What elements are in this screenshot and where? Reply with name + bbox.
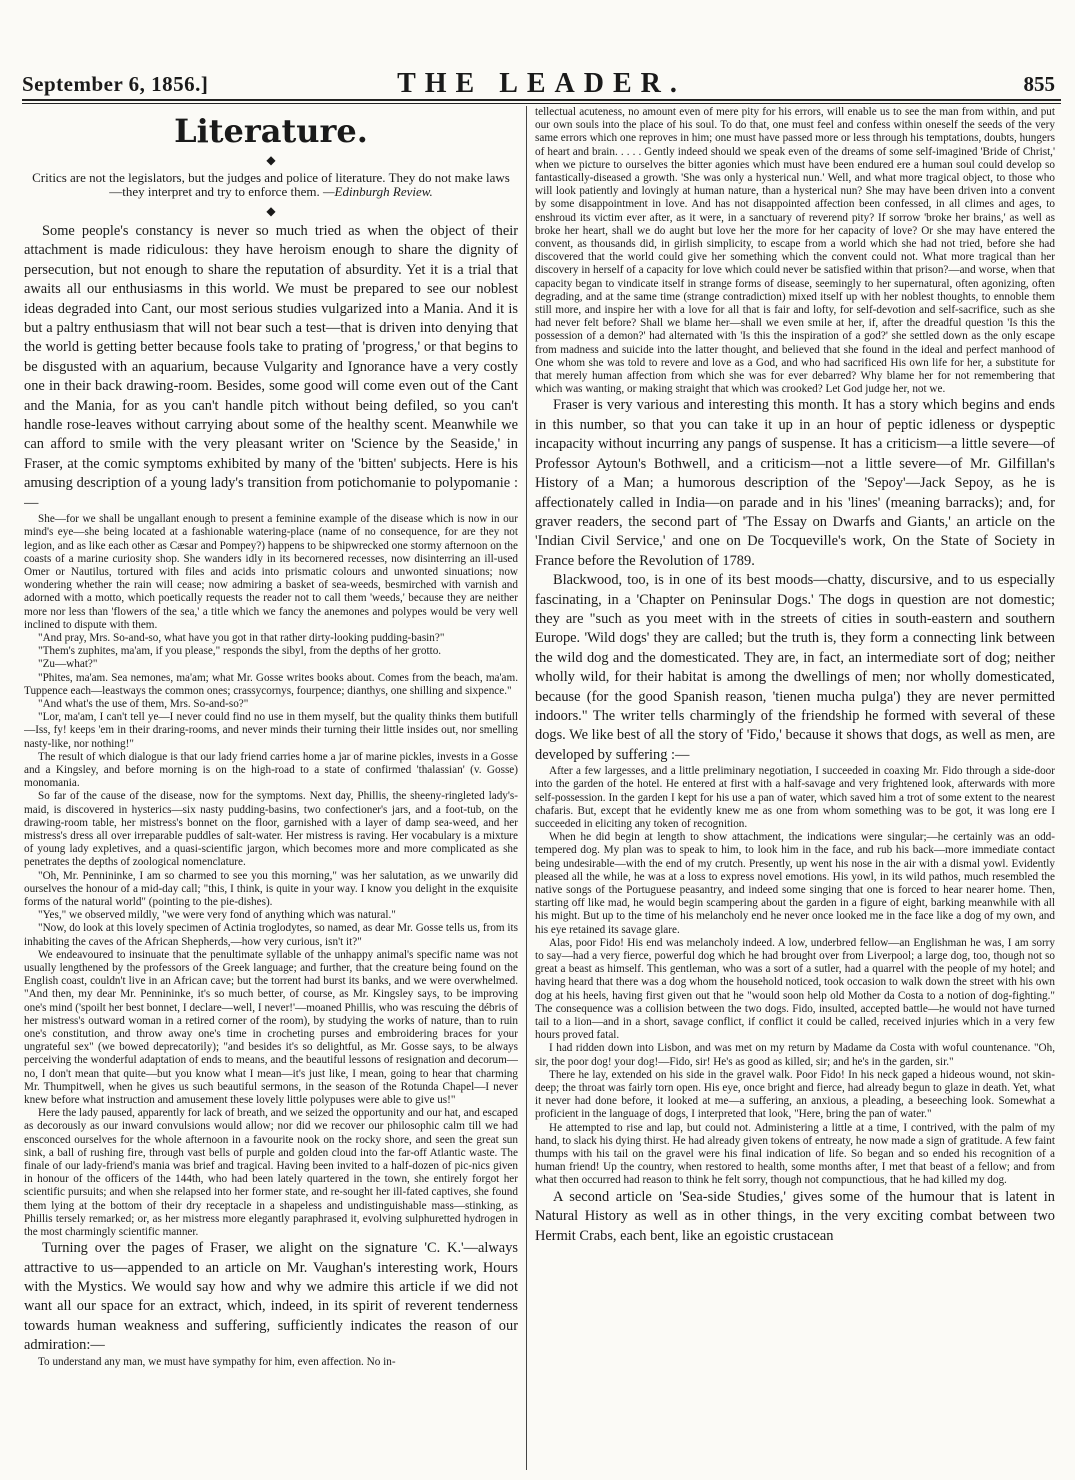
quoted-extract-paragraph: "And what's the use of them, Mrs. So-and-so?"	[38, 697, 249, 710]
quoted-extract-paragraph: "Zu—what?"	[38, 658, 98, 671]
quoted-extract-paragraph: We endeavoured to insinuate that the penultimate syllable of the unhappy animal's specific name was not usually lengthened by the professors of the Greek language; and further, that the creature being found on the English coast, couldn't live in an African cave; but the torrent had burst its banks, and we were overwhelmed. "And then, my dear Mr. Pennininke, it's so much better, of course, as Mr. Kingsley says, to be improving one's mind ('spoilt her best bonnet, I declare—well, I never!'—moaned Phillis, who was rescuing the débris of her mistress's outward woman in a retired corner of the room), by studying the works of nature, than to ruin one's constitution, and throw away one's time in crocheting purses and embroidering braces for your ungrateful sex" (we bowed deprecatorily); "and besides it's so delightful, as Mr. Gosse says, to be always perceiving the wonderful adaptation of ends to means, and the beautiful lessons of resignation and decorum—no, I don't mean that quite—but you know what I mean—it's just like, I mean, going to hear that charming Mr. Thumpitwell, when he gives us such beautiful sermons, in the season of the Rotunda Chapel—I never knew before what instruction and amusement these lovely little polypuses were able to give us!"	[24, 948, 518, 1107]
quoted-extract-paragraph: "Oh, Mr. Pennininke, I am so charmed to see you this morning," was her salutation, as we unwarily did ourselves the honour of a mid-day call; "this, I think, is quite in your way. I know you delight in the exquisite forms of the natural world" (pointing to the pie-dishes).	[24, 869, 518, 908]
masthead	[22, 60, 1061, 98]
issue-date: September 6, 1856.]	[22, 72, 209, 96]
quoted-extract-paragraph: I had ridden down into Lisbon, and was met on my return by Madame da Costa with woful countenance. "Oh, sir, the poor dog! your dog!—Fido, sir! He's as good as killed, sir; and he's in the garden, sir."	[535, 1042, 1055, 1068]
newspaper-title: THE LEADER.	[397, 68, 686, 99]
quoted-extract-paragraph: The result of which dialogue is that our lady friend carries home a jar of marine pickles, invests in a Gosse and a Kingsley, and before morning is on the high-road to a state of confirmed 'thalassian' (v. Gosse) monomania.	[24, 750, 518, 790]
right-column-body	[535, 106, 1055, 1246]
page-number: 855	[1023, 72, 1055, 96]
epigraph-text: Critics are not the legislators, but the judges and police of literature. They do not make laws—they interpret and try to enforce them.	[32, 170, 510, 199]
quoted-extract-paragraph: To understand any man, we must have sympathy for him, even affection. No in-	[38, 1355, 396, 1368]
quoted-extract-paragraph: She—for we shall be ungallant enough to present a feminine example of the disease which is now in our mind's eye—she being located at a fashionable watering-place (name of no consequence, for are they not legion, and as like each other as Cæsar and Pompey?) happens to be shipwrecked one stormy afternoon on the coasts of a marine curiosity shop. She wanders idly in its becornered recesses, now disinterring an ill-used Omer or Nautilus, tortured with files and acids into prismatic colours and unwonted sinuations; now wondering whether the rain will cease; now admiring a basket of sea-weeds, besmirched with varnish and adorned with a motto, which poetically requests the reader not to call them 'weeds,' because they are neither more nor less than 'flowers of the sea,' a title which we fancy the anemones and polypes would be very well inclined to dispute with them.	[24, 513, 518, 631]
left-column	[24, 106, 518, 1470]
body-paragraph: Blackwood, too, is in one of its best moods—chatty, discursive, and to us especially fascinating, in a 'Chapter on Peninsular Dogs.' The dogs in question are not domestic; they are "such as you meet with in the streets of cities in south-eastern and southern Europe. 'Wild dogs' they are called; but the truth is, they form a connecting link between the wild dog and the domesticated. They are, in fact, an intermediate sort of dog; neither wholly wild, for their habitat is among the dwellings of men; nor wholly domesticated, because (for the good Spanish reason, 'tienen mucha pulga') they are never permitted indoors." The writer tells charmingly of the friendship he formed with several of these dogs. We like best of all the story of 'Fido,' because it shows that dogs, as well as men, are developed by suffering :—	[535, 572, 1055, 763]
ornament-bottom: ◆	[266, 204, 276, 218]
quoted-extract-paragraph: tellectual acuteness, no amount even of mere pity for his errors, will enable us to see the man from within, and put our own souls into the place of his soul. To do that, one must feel and confess within oneself the seeds of the very same errors which one reproves in him; one must have passed more or less through his temptations, doubts, hungers of heart and brain. . . . . Gently indeed should we speak even of the dreams of some self-imagined 'Bride of Christ,' when we picture to ourselves the bitter agonies which must have been endured ere a human soul could develop so fantastically-diseased a growth. 'She was only a hysterical nun.' Well, and what more tragical object, to those who will look patiently and lovingly at human nature, than a hysterical nun? She may have been driven into a convent by some disappointment in love. And has not disappointed affection been confessed, in all climes and ages, to enshroud its victim ever after, as it were, in a sanctuary of reverend pity? If sorrow 'broke her brains,' as well as broke her heart, shall we do aught but love her the more for her capacity of love? Or she may have entered the convent, as thousands did, in girlish simplicity, to escape from a world which she had not tried, before she had discovered that the world could give her something which the convent could not. What more tragical than her discovery in herself of a capacity for love which could never be satisfied within that prison?—and worse, when that capacity began to vindicate itself in strange forms of disease, seemingly to her supernatural, often agonizing, often degrading, and at the same time (strange contradiction) mixed itself up with her noblest thoughts, to ennoble them still more, and inspire her with a love for all that is fair and lofty, for self-devotion and self-sacrifice, such as she had never felt before? Shall we blame her—shall we even smile at her, if, after the dreadful question 'Is this the possession of a demon?' had alternated with 'Is this the inspiration of a god?' she settled down as the only escape from madness and suicide into the latter thought, and believed that she found in the ideal and perfect manhood of One whom she was told to revere and love as a God, and who had sacrificed His own life for her, a substitute for that merely human affection from which she was for ever debarred? Why blame her for not remembering that which was wanting, or making straight that which was crooked? Let God judge her, not we.	[535, 106, 1055, 396]
quoted-extract-paragraph: Here the lady paused, apparently for lack of breath, and we seized the opportunity and our hat, and escaped as decorously as our inward convulsions would allow; nor did we recover our philosophic calm till we had ensconced ourselves for the whole afternoon in a favourite nook on the rocky shore, and seen the great sun sink, a ball of rushing fire, through vast bells of purple and golden cloud into the far-off Atlantic waste. The finale of our lady-friend's mania was brief and tragical. Having been invited to a half-dozen of pic-nics given in honour of the officers of the 144th, who had been lately quartered in the town, she entirely forgot her scientific pursuits; and when she relapsed into her former state, and re-sought her ill-fated captives, she found them lying at the bottom of their dry receptacle in a shapeless and undistinguishable mass—stinking, as Phillis tersely remarked; or, as her mistress more elegantly paraphrased it, evolving sulphuretted hydrogen in the most charmingly scientific manner.	[24, 1107, 518, 1239]
body-paragraph: Fraser is very various and interesting this month. It has a story which begins and ends in this number, so that you can take it up in an hour of peptic idleness or dyspeptic incapacity without incurring any pangs of suspense. It has a criticism—a little severe—of Professor Aytoun's Bothwell, and a criticism—not a little severe—of Mr. Gilfillan's History of a Man; a humorous description of the 'Sepoy'—Jack Sepoy, as he is affectionately called in India—on parade and in his 'lines' (meaning barracks); and, for graver readers, the second part of 'The Essay on Dwarfs and Giants,' an article on the 'Indian Civil Service,' and one on De Tocqueville's work, On the State of Society in France before the Revolution of 1789.	[535, 397, 1055, 569]
left-column-body	[24, 222, 518, 1369]
quoted-extract-paragraph: He attempted to rise and lap, but could not. Administering a little at a time, I contrived, with the palm of my hand, to slack his dying thirst. He had already given tokens of entreaty, he now made a sign of gratitude. A few faint thumps with his tail on the gravel were his final indication of life. So began and so ended his recognition of a human friend! Up the country, when restored to health, some months after, I met that beast of a fellow; and from what then occurred had reason to think he felt sorry, though not compunctious, that he had killed my dog.	[535, 1121, 1055, 1187]
quoted-extract-paragraph: Alas, poor Fido! His end was melancholy indeed. A low, underbred fellow—an Englishman he was, I am sorry to say—had a very fierce, powerful dog which he had brought over from Liverpool; a large dog, too, though not so great a beast as himself. This gentleman, who was a sort of a sutler, had a quarrel with the people of my hotel; and having heard that there was a dog whom the household noticed, took occasion to walk down the street with his own dog at his heels, having first given out that he "would soon help old Mother da Costa to a notion of dog-fighting." The consequence was a collision between the two dogs. Fido, insulted, accepted battle—he would not have turned tail to a lion—and in a short, savage conflict, if conflict it could be called, received injuries which in a very few hours proved fatal.	[535, 936, 1055, 1042]
quoted-extract-paragraph: "Them's zuphites, ma'am, if you please," responds the sibyl, from the depths of her grotto.	[38, 645, 442, 658]
epigraph	[30, 171, 512, 199]
quoted-extract-paragraph: "Now, do look at this lovely specimen of Actinia troglodytes, so named, as dear Mr. Gosse tells us, from its inhabiting the caves of the African Shepherds,—how very curious, isn't it?"	[24, 922, 518, 948]
quoted-extract-paragraph: "Lor, ma'am, I can't tell ye—I never could find no use in them myself, but the quality thinks them butifull—Iss, fy! keeps 'em in their draring-rooms, and never minds their turning their little insides out, nor smelling nasty-like, nor nothing!"	[24, 711, 518, 750]
header-rule-thick	[22, 99, 1061, 101]
header-rule-thin	[22, 103, 1061, 104]
right-column	[535, 106, 1055, 1470]
column-divider	[526, 106, 527, 1470]
body-paragraph: Some people's constancy is never so much tried as when the object of their attachment is made ridiculous: they have heroism enough to share the dignity of persecution, but not enough to share the reputation of absurdity. Yet it is a trial that awaits all our enthusiasms in this world. We must be prepared to see our noblest ideas degraded into Cant, our most serious studies vulgarized into a Mania. And it is but a paltry enthusiasm that will not bear such a test—that is driven into denying that the world is getting better because fools take to prating of 'progress,' or that begins to be disgusted with an aquarium, because Vulgarity and Ignorance have a very costly one in their back drawing-room. Besides, some good will come even out of the Cant and the Mania, for as you can't handle pitch without being defiled, so you can't handle rose-leaves without carrying about some of the healthy scent. Meanwhile we can afford to smile with the very pleasant writer on 'Science by the Seaside,' in Fraser, at the comic symptoms exhibited by many of the 'bitten' subjects. Here is his amusing description of a young lady's transition from potichomanie to polypomanie :—	[24, 223, 518, 511]
quoted-extract-paragraph: "And pray, Mrs. So-and-so, what have you got in that rather dirty-looking pudding-basin?"	[38, 631, 445, 644]
quoted-extract-paragraph: When he did begin at length to show attachment, the indications were singular;—he certainly was an odd-tempered dog. My plan was to speak to him, to look him in the face, and rub his back—more immediate contact being undesirable—with the end of my crutch. Presently, up went his nose in the air with a dismal yowl. Evidently pleased all the while, he was at a loss to express novel emotions. His yowl, in its wild pathos, much resembled the native songs of the Portuguese peasantry, and indeed some singing that one is forced to hear nearer home. Then, starting off like mad, he would begin scampering about the garden in a figure of eight, barking meanwhile with all his might. But up to the time of his melancholy end he never once looked me in the face like a dog of my own, and his eye retained its savage glare.	[535, 831, 1055, 936]
quoted-extract-paragraph: "Phites, ma'am. Sea nemones, ma'am; what Mr. Gosse writes books about. Comes from the beach, ma'am. Tuppence each—leastways the common ones; crassycornys, fourpence; dianthys, one shilling and sixpence."	[24, 671, 518, 697]
quoted-extract-paragraph: "Yes," we observed mildly, "we were very fond of anything which was natural."	[38, 909, 396, 922]
section-title: Literature.	[174, 112, 368, 150]
ornament-top: ◆	[266, 153, 276, 167]
epigraph-source: —Edinburgh Review.	[322, 184, 433, 199]
quoted-extract-paragraph: So far of the cause of the disease, now for the symptoms. Next day, Phillis, the sheeny-ringleted lady's-maid, is discovered in hysterics—six nasty pudding-basins, two confectioner's jars, and a foot-tub, on the drawing-room table, her mistress's bonnet on the floor, garnished with a layer of damp sea-weed, and her mistress's dress all over irreparable puddles of salt-water. Her mistress is raving. Her vocabulary is a mixture of young lady expletives, and a quasi-scientific jargon, which becomes more and more complicated as she penetrates the depths of zoological nomenclature.	[24, 790, 518, 869]
body-paragraph: A second article on 'Sea-side Studies,' gives some of the humour that is latent in Natural History as well as in other things, in the very exciting combat between two Hermit Crabs, each bent, like an egoistic crustacean	[535, 1188, 1055, 1244]
body-paragraph: Turning over the pages of Fraser, we alight on the signature 'C. K.'—always attractive to us—appended to an article on Mr. Vaughan's interesting work, Hours with the Mystics. We would say how and why we admire this article if we did not want all our space for an extract, which, indeed, in its spirit of reverent tenderness towards human weakness and suffering, sufficiently indicates the reason of our admiration:—	[24, 1240, 518, 1354]
quoted-extract-paragraph: There he lay, extended on his side in the gravel walk. Poor Fido! In his neck gaped a hideous wound, not skin-deep; the throat was fairly torn open. His eye, once bright and fierce, had already begun to glaze in death. Yet, what it never had done before, it looked at me—a suffering, an anxious, a pleading, a beseeching look. Somewhat a proficient in the language of dogs, I interpreted that look, "Here, bring the pan of water."	[535, 1068, 1055, 1121]
quoted-extract-paragraph: After a few largesses, and a little preliminary negotiation, I succeeded in coaxing Mr. Fido through a side-door into the garden of the hotel. He entered at first with a half-savage and very frightened look, afterwards with more self-possession. In the garden I kept for his use a pan of water, which saved him a trot of some extent to the nearest chafaris. But, except that he evidently knew me as one from whom something was to be got, it was long ere I succeeded in eliciting any token of recognition.	[535, 765, 1055, 830]
